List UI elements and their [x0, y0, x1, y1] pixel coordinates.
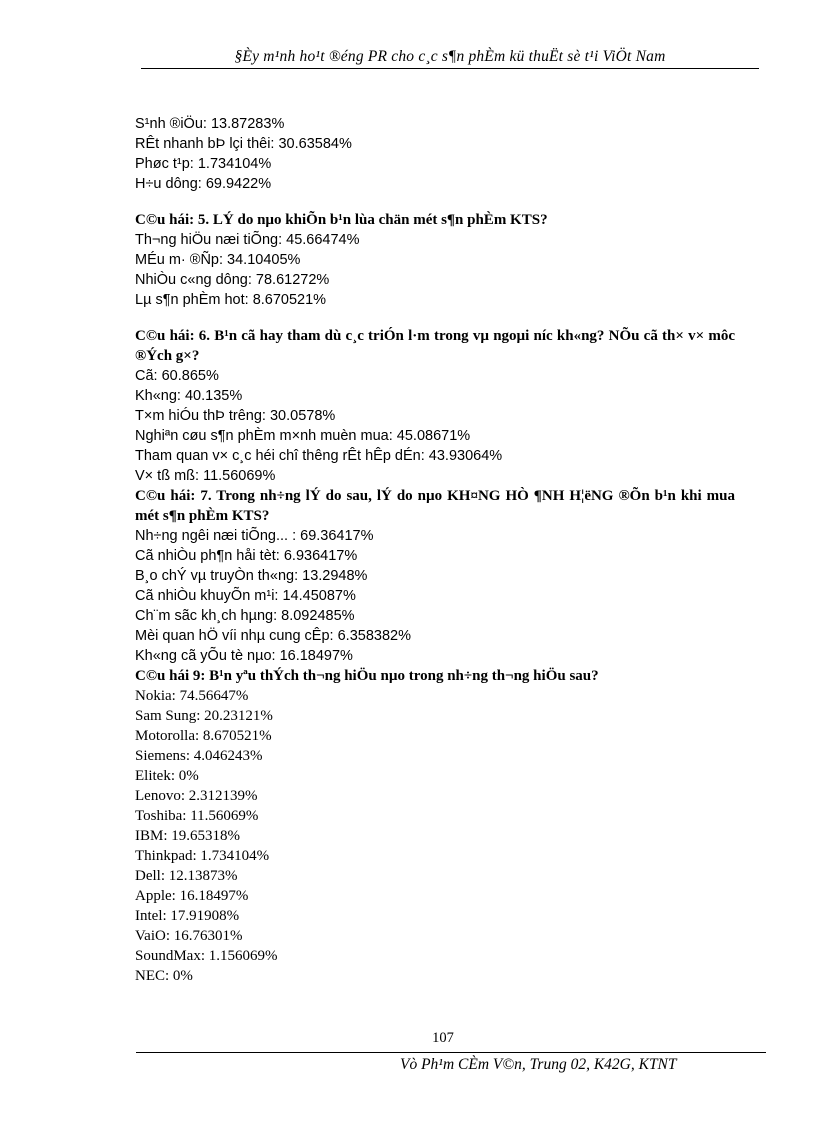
answer-line: RÊt nhanh bÞ lçi thêi: 30.63584% [135, 136, 352, 152]
answer-line: S¹nh ®iÖu: 13.87283% [135, 116, 285, 132]
answer-line: Sam Sung: 20.23121% [135, 708, 273, 724]
answer-line: Apple: 16.18497% [135, 888, 249, 904]
answer-line: Phøc t¹p: 1.734104% [135, 156, 272, 172]
answer-line: B¸o chÝ vµ truyÒn th«ng: 13.2948% [135, 568, 368, 584]
answer-line: NEC: 0% [135, 968, 193, 984]
question-5 [135, 210, 755, 310]
answer-line: Nghiªn cøu s¶n phÈm m×nh muèn mua: 45.08671% [135, 428, 471, 444]
answer-line: Tham quan v× c¸c héi chî thêng rÊt hÊp dÉn: 43.93064% [135, 448, 503, 464]
answer-line: VaiO: 16.76301% [135, 928, 243, 944]
answer-line: Dell: 12.13873% [135, 868, 238, 884]
answer-line: Intel: 17.91908% [135, 908, 240, 924]
answer-line: Nokia: 74.56647% [135, 688, 249, 704]
answer-line: Th¬ng hiÖu næi tiÕng: 45.66474% [135, 232, 360, 248]
question-6-title: C©u hái: 6. B¹n cã hay tham dù c¸c triÓn l·m trong vµ ngoµi níc kh«ng? NÕu cã th× v× môc ®Ých g×? [135, 328, 735, 364]
answer-line: IBM: 19.65318% [135, 828, 240, 844]
section-top [135, 114, 755, 194]
answer-line: T×m hiÓu thÞ trêng: 30.0578% [135, 408, 336, 424]
spacer [135, 310, 755, 326]
footer-rule [136, 1052, 766, 1053]
question-7-title: C©u hái: 7. Trong nh÷ng lÝ do sau, lÝ do nµo KH¤NG HÒ ¶NH H¦ëNG ®Õn b¹n khi mua mét s¶n phÈm KTS? [135, 488, 735, 524]
answer-line: Mèi quan hÖ víi nhµ cung cÊp: 6.358382% [135, 628, 411, 644]
answer-line: Ch¨m sãc kh¸ch hµng: 8.092485% [135, 608, 355, 624]
answer-line: Thinkpad: 1.734104% [135, 848, 270, 864]
question-7 [135, 486, 755, 666]
question-9 [135, 666, 755, 986]
answer-line: Nh÷ng ngêi næi tiÕng... : 69.36417% [135, 528, 374, 544]
question-6 [135, 326, 755, 486]
document-body [135, 114, 755, 986]
question-5-title: C©u hái: 5. LÝ do nµo khiÕn b¹n lùa chän mét s¶n phÈm KTS? [135, 212, 548, 228]
spacer [135, 194, 755, 210]
answer-line: V× tß mß: 11.56069% [135, 468, 276, 484]
answer-line: MÉu m· ®Ñp: 34.10405% [135, 252, 301, 268]
answer-line: Cã nhiÒu khuyÕn m¹i: 14.45087% [135, 588, 356, 604]
answer-line: Lenovo: 2.312139% [135, 788, 258, 804]
running-header: §Èy m¹nh ho¹t ®éng PR cho c¸c s¶n phÈm kü thuËt sè t¹i ViÖt Nam [234, 48, 666, 65]
answer-line: Elitek: 0% [135, 768, 199, 784]
answer-line: Cã: 60.865% [135, 368, 219, 384]
answer-line: Kh«ng: 40.135% [135, 388, 243, 404]
answer-line: Cã nhiÒu ph¶n håi tèt: 6.936417% [135, 548, 358, 564]
answer-line: Motorolla: 8.670521% [135, 728, 272, 744]
question-9-title: C©u hái 9: B¹n yªu thÝch th¬ng hiÖu nµo trong nh÷ng th¬ng hiÖu sau? [135, 668, 599, 684]
page-number: 107 [432, 1030, 454, 1046]
answer-line: Kh«ng cã yÕu tè nµo: 16.18497% [135, 648, 353, 664]
answer-line: Siemens: 4.046243% [135, 748, 263, 764]
answer-line: Toshiba: 11.56069% [135, 808, 259, 824]
running-footer: Vò Ph¹m CÈm V©n, Trung 02, K42G, KTNT [400, 1056, 677, 1073]
answer-line: NhiÒu c«ng dông: 78.61272% [135, 272, 330, 288]
answer-line: Lµ s¶n phÈm hot: 8.670521% [135, 292, 327, 308]
header-rule [141, 68, 759, 69]
answer-line: SoundMax: 1.156069% [135, 948, 278, 964]
answer-line: H÷u dông: 69.9422% [135, 176, 272, 192]
